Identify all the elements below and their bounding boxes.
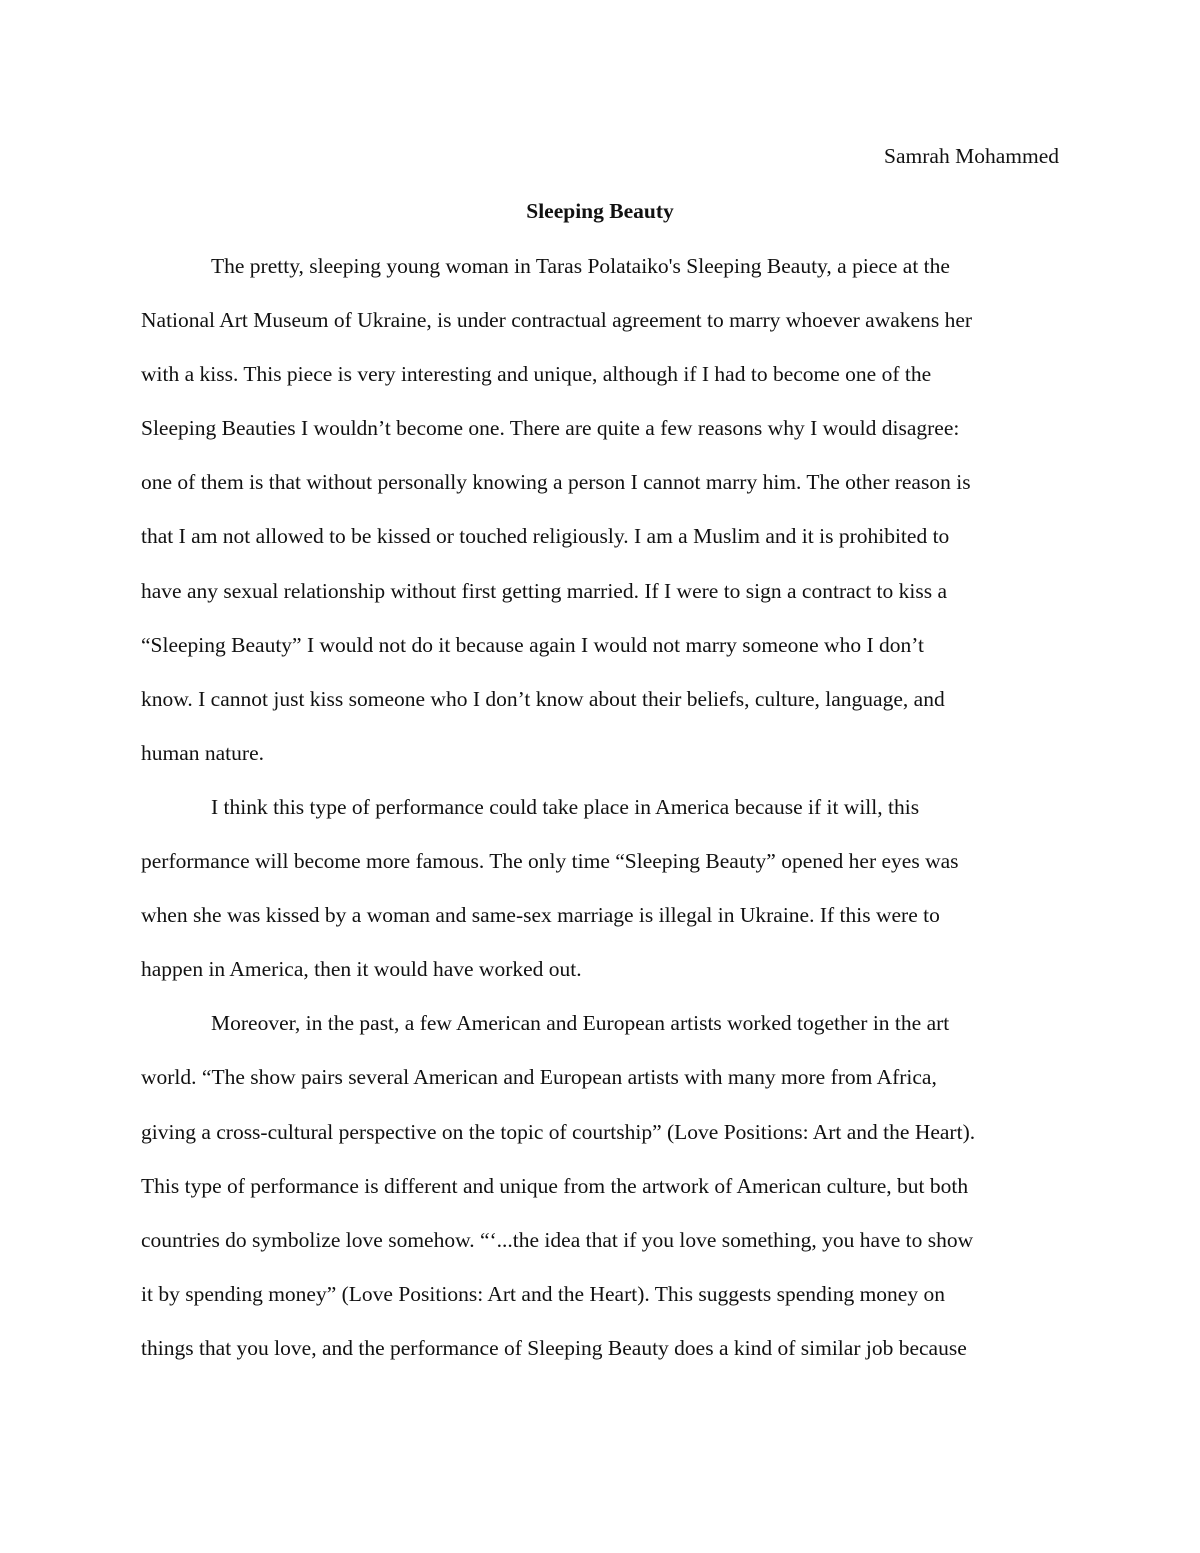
paragraph-line: that I am not allowed to be kissed or touched religiously. I am a Muslim and it is prohibited to [141,524,950,549]
paragraph-line: one of them is that without personally knowing a person I cannot marry him. The other reason is [141,470,971,495]
paragraph-line: have any sexual relationship without first getting married. If I were to sign a contract to kiss a [141,578,948,603]
paragraph-line: “Sleeping Beauty” I would not do it because again I would not marry someone who I don’t [141,632,924,657]
paragraph-line: The pretty, sleeping young woman in Taras Polataiko's Sleeping Beauty, a piece at the [211,254,950,278]
document-title: Sleeping Beauty [526,199,674,223]
paragraph-line: things that you love, and the performance of Sleeping Beauty does a kind of similar job because [141,1335,967,1360]
paragraph-line: know. I cannot just kiss someone who I don’t know about their beliefs, culture, language, and [141,686,945,711]
paragraph-line: world. “The show pairs several American and European artists with many more from Africa, [141,1065,937,1090]
paragraph-line: performance will become more famous. The only time “Sleeping Beauty” opened her eyes was [141,849,959,874]
paragraph-line: giving a cross-cultural perspective on the topic of courtship” (Love Positions: Art and the Heart). [141,1119,976,1144]
paragraph-line: Sleeping Beauties I wouldn’t become one. There are quite a few reasons why I would disagree: [141,416,960,441]
paragraph-line: I think this type of performance could take place in America because if it will, this [211,794,920,819]
paragraph-1 [141,250,1061,791]
author-name: Samrah Mohammed [884,144,1059,168]
paragraph-line: countries do symbolize love somehow. “‘...the idea that if you love something, you have to show [141,1227,974,1252]
document-body [141,250,1061,1386]
paragraph-line: with a kiss. This piece is very interesting and unique, although if I had to become one of the [141,362,932,387]
paragraph-3 [141,1007,1061,1386]
paragraph-line: National Art Museum of Ukraine, is under contractual agreement to marry whoever awakens her [141,308,973,333]
paragraph-line: happen in America, then it would have worked out. [141,957,582,982]
paragraph-line: This type of performance is different and unique from the artwork of American culture, but both [141,1173,969,1198]
paragraph-line: Moreover, in the past, a few American and European artists worked together in the art [211,1011,950,1036]
paragraph-line: it by spending money” (Love Positions: Art and the Heart). This suggests spending money on [141,1281,945,1306]
paragraph-2 [141,791,1061,1007]
paragraph-line: human nature. [141,740,264,765]
paragraph-line: when she was kissed by a woman and same-sex marriage is illegal in Ukraine. If this were to [141,903,940,928]
